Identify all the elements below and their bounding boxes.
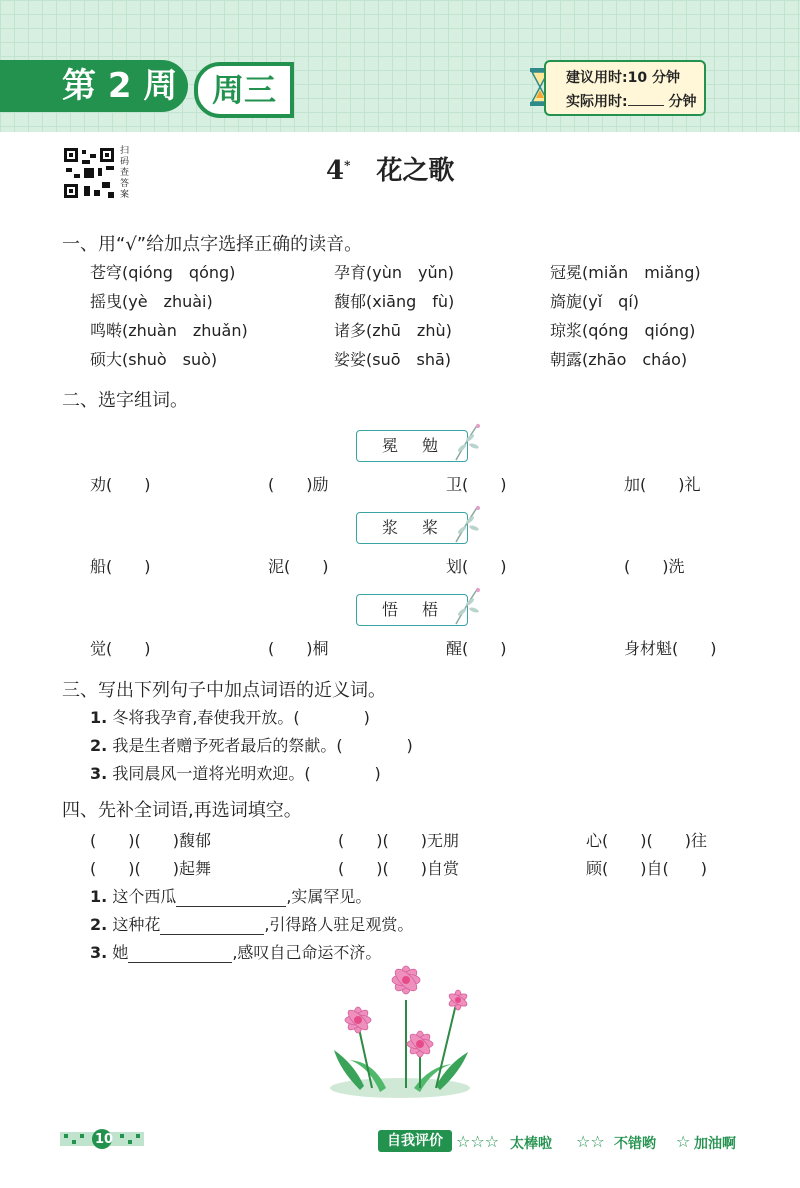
s1-item[interactable]: 冠冕(miǎn miǎng) <box>550 263 701 282</box>
flower-illustration <box>320 960 480 1102</box>
fill-blank[interactable] <box>160 915 264 935</box>
s1-item[interactable]: 旖旎(yǐ qí) <box>550 292 640 311</box>
s1-item[interactable]: 鸣啭(zhuàn zhuǎn) <box>90 321 248 340</box>
item-number: 3. <box>90 943 108 962</box>
star-icon[interactable]: ☆ <box>676 1132 691 1151</box>
s1-item[interactable]: 苍穹(qióng qóng) <box>90 263 236 282</box>
actual-time-unit: 分钟 <box>668 94 697 110</box>
s2-item[interactable]: ( )桐 <box>268 639 329 658</box>
s4-word[interactable]: ( )( )起舞 <box>90 859 211 878</box>
s2-item[interactable]: 泥( ) <box>268 557 329 576</box>
s1-item[interactable]: 摇曳(yè zhuài) <box>90 292 213 311</box>
s2-item[interactable]: 醒( ) <box>446 639 507 658</box>
choice-box: 浆 桨 <box>356 512 468 544</box>
item-number: 2. <box>90 736 108 755</box>
rating-label: 不错哟 <box>614 1136 656 1152</box>
s1-item[interactable]: 诸多(zhū zhù) <box>334 321 452 340</box>
s1-item[interactable]: 硕大(shuò suò) <box>90 350 218 369</box>
s2-item[interactable]: ( )励 <box>268 475 329 494</box>
s4-word[interactable]: 顾( )自( ) <box>586 859 707 878</box>
time-box <box>544 60 706 116</box>
fill-blank[interactable] <box>176 887 286 907</box>
fill-blank[interactable] <box>128 943 232 963</box>
page-number: 10 <box>94 1132 114 1147</box>
section3-title: 三、写出下列句子中加点词语的近义词。 <box>62 680 386 701</box>
s1-item[interactable]: 娑娑(suō shā) <box>334 350 452 369</box>
s1-item[interactable]: 孕育(yùn yǔn) <box>334 263 454 282</box>
qr-caption: 扫码查答案 <box>120 146 130 200</box>
sentence-before: 她 <box>112 943 129 962</box>
sentence-after: ,实属罕见。 <box>286 887 372 906</box>
s4-word[interactable]: 心( )( )往 <box>586 831 707 850</box>
s4-word[interactable]: ( )( )馥郁 <box>90 831 211 850</box>
suggested-time-value: 10 分钟 <box>627 70 680 86</box>
week-label: 第 2 周 <box>40 60 188 112</box>
qr-code[interactable] <box>62 146 116 200</box>
item-text: 我是生者赠予死者最后的祭献。( ) <box>112 736 413 755</box>
rating-label: 加油啊 <box>694 1136 736 1152</box>
lesson-star: * <box>344 158 351 173</box>
s4-sentence <box>90 884 371 907</box>
lesson-title <box>326 150 454 187</box>
lesson-name: 花之歌 <box>376 156 455 186</box>
s2-item[interactable]: 身材魁( ) <box>624 639 717 658</box>
section2-title: 二、选字组词。 <box>62 390 188 411</box>
sprig-icon <box>452 420 482 462</box>
sentence-after: ,感叹自己命运不济。 <box>232 943 382 962</box>
sentence-before: 这种花 <box>112 915 161 934</box>
actual-time-blank[interactable] <box>628 105 664 106</box>
s4-word[interactable]: ( )( )自赏 <box>338 859 459 878</box>
item-number: 1. <box>90 708 108 727</box>
s1-item[interactable]: 馥郁(xiāng fù) <box>334 292 455 311</box>
actual-time-label: 实际用时: <box>566 94 628 110</box>
s2-item[interactable]: ( )洗 <box>624 557 685 576</box>
sentence-before: 这个西瓜 <box>112 887 177 906</box>
s2-item[interactable]: 划( ) <box>446 557 507 576</box>
s1-item[interactable]: 琼浆(qóng qióng) <box>550 321 696 340</box>
choice-box: 冕 勉 <box>356 430 468 462</box>
item-text: 冬将我孕育,春使我开放。( ) <box>112 708 370 727</box>
item-number: 2. <box>90 915 108 934</box>
sprig-icon <box>452 502 482 544</box>
star-icon[interactable]: ☆☆☆ <box>456 1132 500 1151</box>
suggested-time-label: 建议用时: <box>566 70 628 86</box>
section4-title: 四、先补全词语,再选词填空。 <box>62 800 302 821</box>
s2-item[interactable]: 卫( ) <box>446 475 507 494</box>
choice-box: 悟 梧 <box>356 594 468 626</box>
item-text: 我同晨风一道将光明欢迎。( ) <box>112 764 381 783</box>
s4-word[interactable]: ( )( )无朋 <box>338 831 459 850</box>
s2-item[interactable]: 劝( ) <box>90 475 151 494</box>
s1-item[interactable]: 朝露(zhāo cháo) <box>550 350 688 369</box>
sentence-after: ,引得路人驻足观赏。 <box>264 915 414 934</box>
s3-item[interactable] <box>90 761 381 784</box>
s2-item[interactable]: 船( ) <box>90 557 151 576</box>
s4-sentence <box>90 912 413 935</box>
item-number: 3. <box>90 764 108 783</box>
sprig-icon <box>452 584 482 626</box>
s2-item[interactable]: 加( )礼 <box>624 475 701 494</box>
section1-title: 一、用“√”给加点字选择正确的读音。 <box>62 234 363 255</box>
s3-item[interactable] <box>90 733 413 756</box>
lesson-number: 4 <box>326 156 345 186</box>
rating-label: 太棒啦 <box>510 1136 552 1152</box>
s3-item[interactable] <box>90 705 370 728</box>
s2-item[interactable]: 觉( ) <box>90 639 151 658</box>
self-eval-label: 自我评价 <box>378 1130 452 1152</box>
item-number: 1. <box>90 887 108 906</box>
star-icon[interactable]: ☆☆ <box>576 1132 605 1151</box>
day-label: 周三 <box>194 62 294 118</box>
